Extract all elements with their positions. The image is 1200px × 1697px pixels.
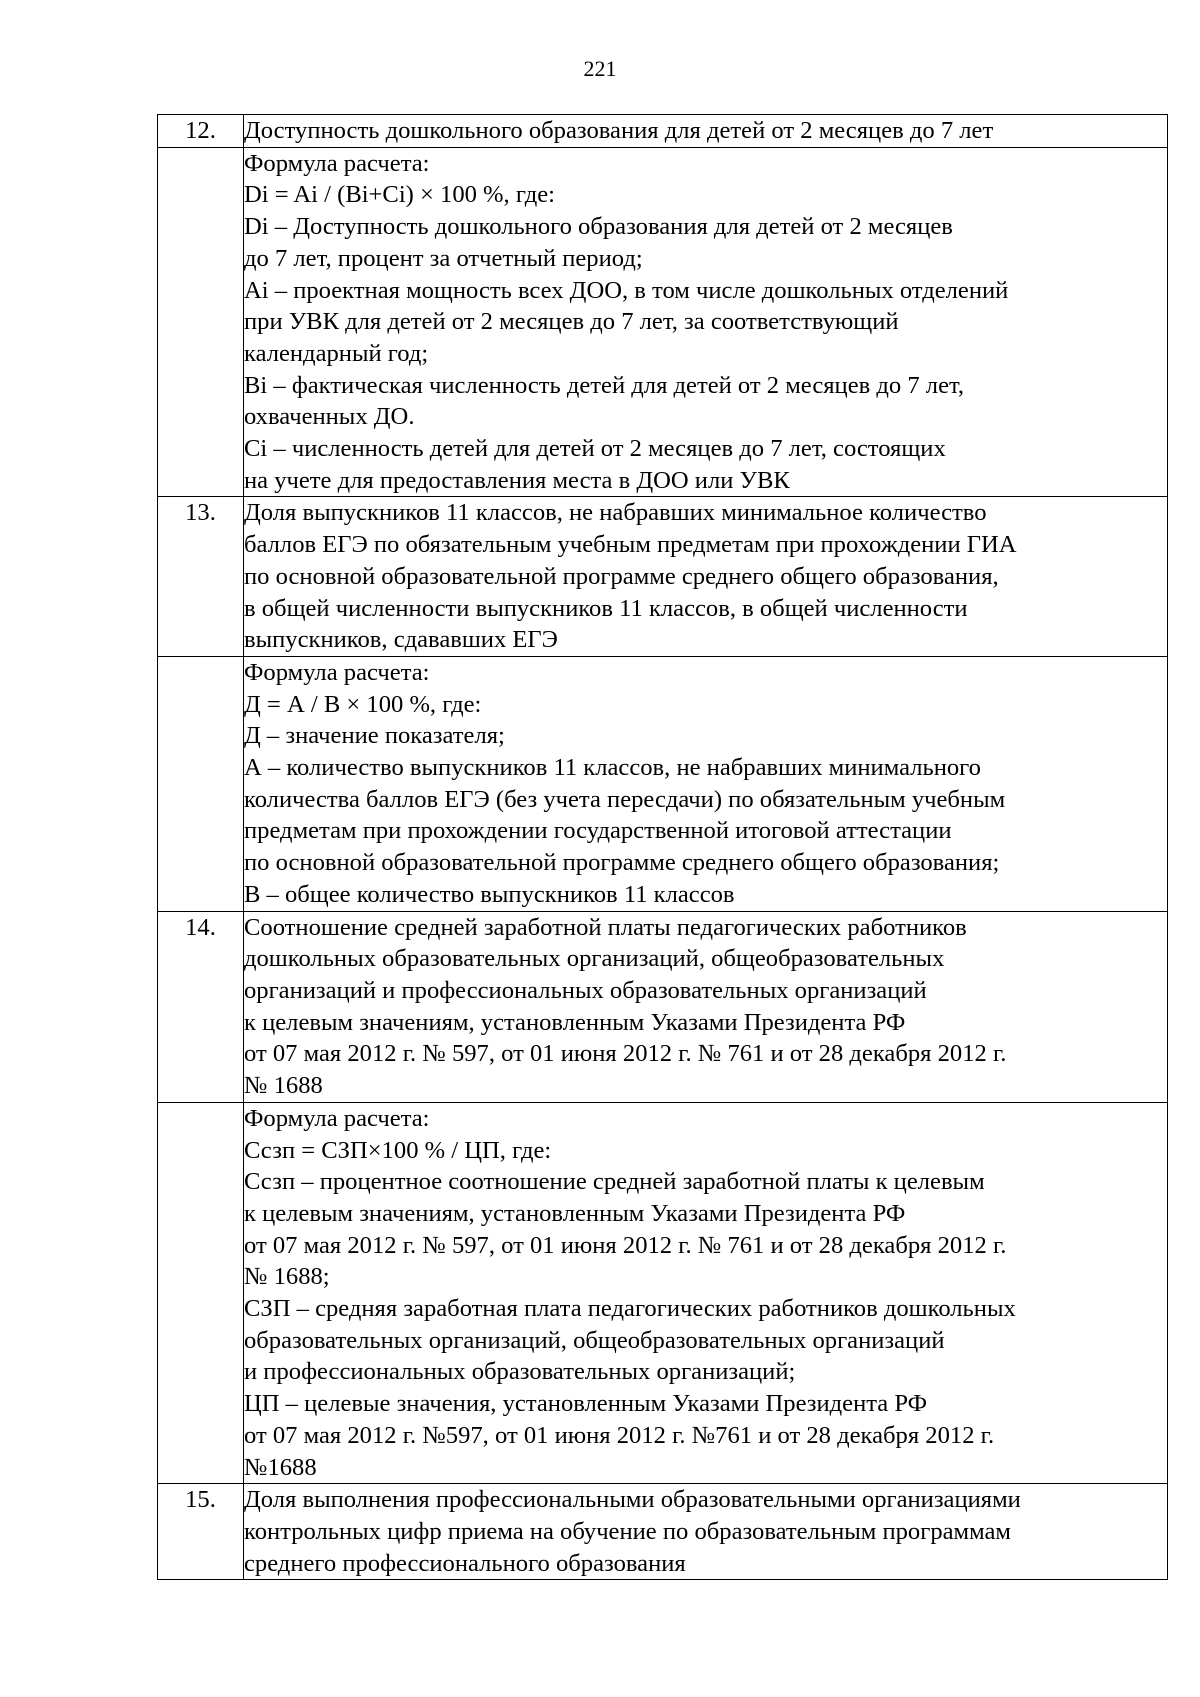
- text-line: В – общее количество выпускников 11 классов: [244, 880, 735, 908]
- table-row: [158, 911, 1168, 1102]
- row-number-cell: [158, 1102, 244, 1483]
- text-line: календарный год;: [244, 339, 429, 367]
- text-line: Соотношение средней заработной платы педагогических работников: [244, 913, 967, 941]
- text-line: баллов ЕГЭ по обязательным учебным предметам при прохождении ГИА: [244, 531, 1017, 559]
- text-line: Доступность дошкольного образования для детей от 2 месяцев до 7 лет: [244, 117, 994, 144]
- text-line: дошкольных образовательных организаций, общеобразовательных: [244, 945, 945, 973]
- text-line: Di = Ai / (Bi+Ci) × 100 %, где:: [244, 181, 555, 209]
- table-row: [158, 1484, 1168, 1580]
- text-line: по основной образовательной программе среднего общего образования;: [244, 849, 1000, 877]
- formula-cell: [244, 656, 1168, 911]
- row-number-cell: 15.: [158, 1484, 244, 1580]
- row-number-cell: [158, 656, 244, 911]
- row-number-cell: [158, 147, 244, 497]
- table-row: [158, 147, 1168, 497]
- text-line: Ссзп – процентное соотношение средней заработной платы к целевым: [244, 1168, 985, 1196]
- table-row: [158, 115, 1168, 148]
- text-line: Ci – численность детей для детей от 2 месяцев до 7 лет, состоящих: [244, 435, 946, 463]
- text-line: и профессиональных образовательных организаций;: [244, 1358, 796, 1386]
- text-line: ЦП – целевые значения, установленным Указами Президента РФ: [244, 1390, 928, 1418]
- text-line: Ссзп = СЗП×100 % / ЦП, где:: [244, 1136, 552, 1164]
- text-line: Доля выпускников 11 классов, не набравших минимальное количество: [244, 499, 987, 527]
- text-line: № 1688: [244, 1072, 323, 1100]
- text-line: охваченных ДО.: [244, 403, 415, 431]
- text-line: до 7 лет, процент за отчетный период;: [244, 244, 643, 272]
- text-line: контрольных цифр приема на обучение по образовательным программам: [244, 1517, 1011, 1545]
- row-number-cell: 13.: [158, 497, 244, 657]
- text-line: среднего профессионального образования: [244, 1549, 686, 1577]
- text-line: Di – Доступность дошкольного образования для детей от 2 месяцев: [244, 213, 953, 241]
- text-line: на учете для предоставления места в ДОО или УВК: [244, 466, 790, 494]
- text-line: предметам при прохождении государственной итоговой аттестации: [244, 817, 952, 845]
- row-text-cell: [244, 911, 1168, 1102]
- text-line: организаций и профессиональных образовательных организаций: [244, 976, 927, 1004]
- text-line: к целевым значениям, установленным Указами Президента РФ: [244, 1008, 906, 1036]
- table-row: [158, 497, 1168, 657]
- row-text-cell: [244, 497, 1168, 657]
- row-text-cell: [244, 1484, 1168, 1580]
- row-number-cell: 14.: [158, 911, 244, 1102]
- text-line: от 07 мая 2012 г. № 597, от 01 июня 2012 г. № 761 и от 28 декабря 2012 г.: [244, 1040, 1007, 1068]
- text-line: № 1688;: [244, 1263, 330, 1291]
- indicators-table: [157, 114, 1168, 1580]
- table-row: [158, 1102, 1168, 1483]
- text-line: количества баллов ЕГЭ (без учета пересдачи) по обязательным учебным: [244, 785, 1006, 813]
- page-number: 221: [583, 56, 617, 81]
- text-line: образовательных организаций, общеобразовательных организаций: [244, 1326, 945, 1354]
- text-line: при УВК для детей от 2 месяцев до 7 лет, за соответствующий: [244, 308, 899, 336]
- text-line: Ai – проектная мощность всех ДОО, в том числе дошкольных отделений: [244, 276, 1009, 304]
- text-line: выпускников, сдававших ЕГЭ: [244, 626, 558, 654]
- text-line: в общей численности выпускников 11 классов, в общей численности: [244, 594, 968, 622]
- text-line: Bi – фактическая численность детей для детей от 2 месяцев до 7 лет,: [244, 371, 965, 399]
- text-line: Формула расчета:: [244, 658, 430, 686]
- text-line: Формула расчета:: [244, 1104, 430, 1132]
- text-line: А – количество выпускников 11 классов, не набравших минимального: [244, 754, 981, 782]
- text-line: от 07 мая 2012 г. №597, от 01 июня 2012 г. №761 и от 28 декабря 2012 г.: [244, 1421, 995, 1449]
- text-line: Д – значение показателя;: [244, 722, 505, 750]
- text-line: №1688: [244, 1453, 317, 1481]
- text-line: к целевым значениям, установленным Указами Президента РФ: [244, 1199, 906, 1227]
- formula-cell: [244, 147, 1168, 497]
- text-line: Формула расчета:: [244, 149, 430, 177]
- text-line: по основной образовательной программе среднего общего образования,: [244, 562, 999, 590]
- text-line: Д = А / В × 100 %, где:: [244, 690, 482, 718]
- text-line: от 07 мая 2012 г. № 597, от 01 июня 2012 г. № 761 и от 28 декабря 2012 г.: [244, 1231, 1007, 1259]
- text-line: СЗП – средняя заработная плата педагогических работников дошкольных: [244, 1295, 1016, 1323]
- formula-cell: [244, 1102, 1168, 1483]
- text-line: Доля выполнения профессиональными образовательными организациями: [244, 1486, 1021, 1514]
- row-number-cell: 12.: [158, 115, 244, 148]
- row-text-cell: [244, 115, 1168, 148]
- table-row: [158, 656, 1168, 911]
